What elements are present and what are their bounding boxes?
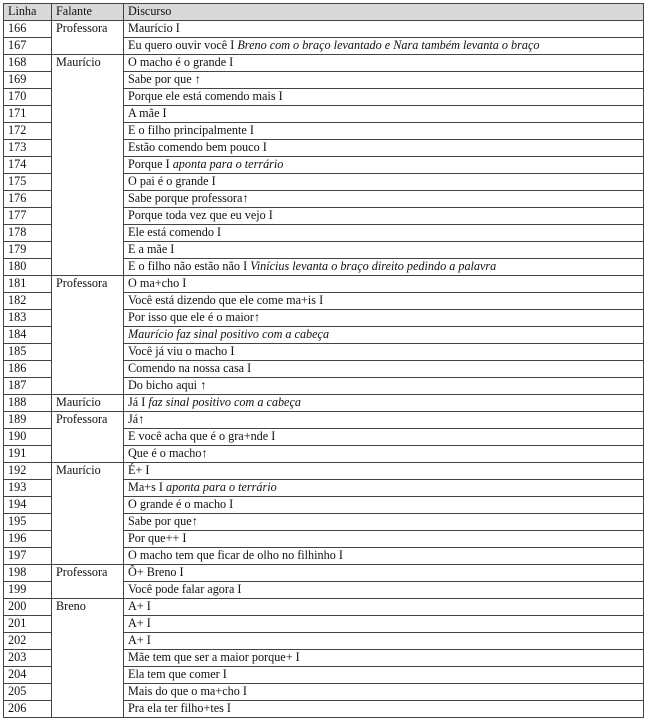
table-row — [4, 242, 644, 259]
speech-cell — [124, 548, 644, 565]
action-note: aponta para o terrário — [172, 157, 284, 171]
speaker-cell: Maurício — [52, 55, 124, 72]
speaker-cell: Maurício — [52, 395, 124, 412]
speech-text: Já↑ — [128, 412, 145, 426]
table-row — [4, 548, 644, 565]
line-number: 172 — [4, 123, 52, 140]
table-row — [4, 463, 644, 480]
speech-cell — [124, 361, 644, 378]
line-number: 167 — [4, 38, 52, 55]
speaker-cell — [52, 497, 124, 514]
speech-cell — [124, 327, 644, 344]
speech-text: É+ I — [128, 463, 150, 477]
line-number: 185 — [4, 344, 52, 361]
speech-cell — [124, 344, 644, 361]
line-number: 175 — [4, 174, 52, 191]
table-row — [4, 582, 644, 599]
speech-text: E a mãe I — [128, 242, 175, 256]
speech-cell — [124, 633, 644, 650]
speaker-cell — [52, 701, 124, 718]
speaker-cell — [52, 89, 124, 106]
speaker-cell — [52, 446, 124, 463]
line-number: 183 — [4, 310, 52, 327]
speech-text: E o filho não estão não I — [128, 259, 251, 273]
table-row — [4, 446, 644, 463]
speech-text: Pra ela ter filho+tes I — [128, 701, 231, 715]
speech-cell — [124, 514, 644, 531]
line-number: 198 — [4, 565, 52, 582]
line-number: 168 — [4, 55, 52, 72]
speech-text: Estão comendo bem pouco I — [128, 140, 267, 154]
speech-text: Sabe porque professora↑ — [128, 191, 249, 205]
speech-cell — [124, 123, 644, 140]
speaker-cell — [52, 684, 124, 701]
table-row — [4, 531, 644, 548]
speaker-cell — [52, 38, 124, 55]
table-row — [4, 225, 644, 242]
speech-cell — [124, 310, 644, 327]
speech-cell — [124, 701, 644, 718]
speech-cell — [124, 412, 644, 429]
speaker-cell: Professora — [52, 565, 124, 582]
speech-cell — [124, 650, 644, 667]
speech-cell — [124, 480, 644, 497]
table-row — [4, 123, 644, 140]
speech-text: Ma+s I — [128, 480, 167, 494]
table-row — [4, 106, 644, 123]
table-row — [4, 395, 644, 412]
speech-text: E você acha que é o gra+nde I — [128, 429, 276, 443]
speech-text: Porque I — [128, 157, 173, 171]
line-number: 174 — [4, 157, 52, 174]
speech-cell — [124, 174, 644, 191]
speaker-cell — [52, 242, 124, 259]
speech-cell — [124, 463, 644, 480]
table-row — [4, 157, 644, 174]
speech-cell — [124, 378, 644, 395]
speech-text: Você está dizendo que ele come ma+is I — [128, 293, 324, 307]
speech-text: Porque toda vez que eu vejo I — [128, 208, 273, 222]
speech-cell — [124, 429, 644, 446]
table-row — [4, 616, 644, 633]
speech-cell — [124, 684, 644, 701]
speech-text: Porque ele está comendo mais I — [128, 89, 283, 103]
speaker-cell — [52, 361, 124, 378]
table-row — [4, 72, 644, 89]
line-number: 186 — [4, 361, 52, 378]
table-row — [4, 701, 644, 718]
speaker-cell — [52, 344, 124, 361]
speech-cell — [124, 599, 644, 616]
table-row — [4, 191, 644, 208]
action-note: Vinícius levanta o braço direito pedindo a palavra — [250, 259, 497, 273]
line-number: 194 — [4, 497, 52, 514]
speaker-cell — [52, 531, 124, 548]
line-number: 193 — [4, 480, 52, 497]
speech-cell — [124, 395, 644, 412]
speech-cell — [124, 242, 644, 259]
speech-text: Ela tem que comer I — [128, 667, 227, 681]
line-number: 206 — [4, 701, 52, 718]
speech-cell — [124, 497, 644, 514]
speech-cell — [124, 225, 644, 242]
table-row — [4, 565, 644, 582]
line-number: 178 — [4, 225, 52, 242]
line-number: 203 — [4, 650, 52, 667]
line-number: 171 — [4, 106, 52, 123]
speech-cell — [124, 276, 644, 293]
speech-text: A mãe I — [128, 106, 167, 120]
speech-text: Ô+ Breno I — [128, 565, 184, 579]
speech-cell — [124, 259, 644, 276]
table-row — [4, 344, 644, 361]
speech-cell — [124, 38, 644, 55]
speaker-cell: Professora — [52, 276, 124, 293]
line-number: 190 — [4, 429, 52, 446]
line-number: 173 — [4, 140, 52, 157]
speech-text: O grande é o macho I — [128, 497, 234, 511]
table-row — [4, 599, 644, 616]
table-row — [4, 633, 644, 650]
speech-text: Você pode falar agora I — [128, 582, 242, 596]
speaker-cell: Professora — [52, 21, 124, 38]
speech-cell — [124, 72, 644, 89]
speaker-cell — [52, 480, 124, 497]
speaker-cell — [52, 106, 124, 123]
speech-cell — [124, 106, 644, 123]
speaker-cell — [52, 650, 124, 667]
speaker-cell: Professora — [52, 412, 124, 429]
speech-text: E o filho principalmente I — [128, 123, 254, 137]
line-number: 177 — [4, 208, 52, 225]
speech-text: O pai é o grande I — [128, 174, 216, 188]
table-row — [4, 480, 644, 497]
line-number: 204 — [4, 667, 52, 684]
speech-cell — [124, 293, 644, 310]
speech-text: Comendo na nossa casa I — [128, 361, 252, 375]
speech-text: O ma+cho I — [128, 276, 187, 290]
line-number: 180 — [4, 259, 52, 276]
header-falante: Falante — [52, 4, 124, 21]
line-number: 170 — [4, 89, 52, 106]
table-row — [4, 429, 644, 446]
speaker-cell: Breno — [52, 599, 124, 616]
line-number: 187 — [4, 378, 52, 395]
speech-cell — [124, 157, 644, 174]
table-row — [4, 514, 644, 531]
table-row — [4, 38, 644, 55]
speaker-cell — [52, 225, 124, 242]
speaker-cell — [52, 327, 124, 344]
action-note: faz sinal positivo com a cabeça — [148, 395, 301, 409]
table-row — [4, 89, 644, 106]
action-note: Breno com o braço levantado e Nara também levanta o braço — [237, 38, 540, 52]
table-row — [4, 667, 644, 684]
line-number: 179 — [4, 242, 52, 259]
line-number: 176 — [4, 191, 52, 208]
line-number: 191 — [4, 446, 52, 463]
action-note: aponta para o terrário — [166, 480, 277, 494]
speech-text: A+ I — [128, 616, 151, 630]
speech-cell — [124, 616, 644, 633]
line-number: 200 — [4, 599, 52, 616]
speaker-cell — [52, 123, 124, 140]
speaker-cell — [52, 514, 124, 531]
speaker-cell — [52, 378, 124, 395]
speaker-cell — [52, 259, 124, 276]
speaker-cell — [52, 582, 124, 599]
table-row — [4, 174, 644, 191]
speaker-cell — [52, 174, 124, 191]
speech-text: Mais do que o ma+cho I — [128, 684, 247, 698]
speaker-cell — [52, 157, 124, 174]
line-number: 195 — [4, 514, 52, 531]
speech-text: Que é o macho↑ — [128, 446, 208, 460]
table-row — [4, 276, 644, 293]
speech-text: O macho tem que ficar de olho no filhinho I — [128, 548, 343, 562]
line-number: 197 — [4, 548, 52, 565]
speech-text: A+ I — [128, 599, 151, 613]
header-linha: Linha — [4, 4, 52, 21]
line-number: 201 — [4, 616, 52, 633]
line-number: 192 — [4, 463, 52, 480]
table-row — [4, 684, 644, 701]
speech-cell — [124, 191, 644, 208]
speech-text: Eu quero ouvir você I — [128, 38, 238, 52]
line-number: 184 — [4, 327, 52, 344]
speaker-cell — [52, 310, 124, 327]
transcript-table — [3, 3, 644, 718]
action-note: Maurício faz sinal positivo com a cabeça — [128, 327, 330, 341]
speech-text: Por que++ I — [128, 531, 187, 545]
speech-text: Já I — [128, 395, 149, 409]
speech-cell — [124, 582, 644, 599]
line-number: 199 — [4, 582, 52, 599]
table-row — [4, 55, 644, 72]
table-row — [4, 310, 644, 327]
speaker-cell — [52, 293, 124, 310]
speech-cell — [124, 140, 644, 157]
speech-text: Maurício I — [128, 21, 180, 35]
speaker-cell — [52, 140, 124, 157]
speech-cell — [124, 667, 644, 684]
line-number: 181 — [4, 276, 52, 293]
line-number: 169 — [4, 72, 52, 89]
speech-cell — [124, 446, 644, 463]
table-row — [4, 208, 644, 225]
speech-text: Do bicho aqui ↑ — [128, 378, 207, 392]
speech-cell — [124, 565, 644, 582]
speaker-cell — [52, 616, 124, 633]
line-number: 205 — [4, 684, 52, 701]
speech-text: A+ I — [128, 633, 151, 647]
speech-text: Mãe tem que ser a maior porque+ I — [128, 650, 300, 664]
table-row — [4, 259, 644, 276]
table-row — [4, 361, 644, 378]
speech-cell — [124, 89, 644, 106]
table-row — [4, 327, 644, 344]
line-number: 202 — [4, 633, 52, 650]
speech-cell — [124, 208, 644, 225]
header-row — [4, 4, 644, 21]
line-number: 188 — [4, 395, 52, 412]
speaker-cell: Maurício — [52, 463, 124, 480]
table-row — [4, 650, 644, 667]
speech-cell — [124, 55, 644, 72]
table-row — [4, 293, 644, 310]
line-number: 182 — [4, 293, 52, 310]
table-row — [4, 21, 644, 38]
speech-text: Por isso que ele é o maior↑ — [128, 310, 261, 324]
speech-text: Sabe por que↑ — [128, 514, 198, 528]
header-discurso: Discurso — [124, 4, 644, 21]
speaker-cell — [52, 667, 124, 684]
speaker-cell — [52, 72, 124, 89]
speech-text: Sabe por que ↑ — [128, 72, 201, 86]
speech-cell — [124, 531, 644, 548]
speech-text: Você já viu o macho I — [128, 344, 235, 358]
line-number: 196 — [4, 531, 52, 548]
table-row — [4, 140, 644, 157]
table-row — [4, 497, 644, 514]
speaker-cell — [52, 633, 124, 650]
line-number: 189 — [4, 412, 52, 429]
speech-text: O macho é o grande I — [128, 55, 234, 69]
speaker-cell — [52, 191, 124, 208]
speaker-cell — [52, 429, 124, 446]
table-row — [4, 378, 644, 395]
line-number: 166 — [4, 21, 52, 38]
speech-text: Ele está comendo I — [128, 225, 222, 239]
table-row — [4, 412, 644, 429]
speaker-cell — [52, 548, 124, 565]
speaker-cell — [52, 208, 124, 225]
speech-cell — [124, 21, 644, 38]
